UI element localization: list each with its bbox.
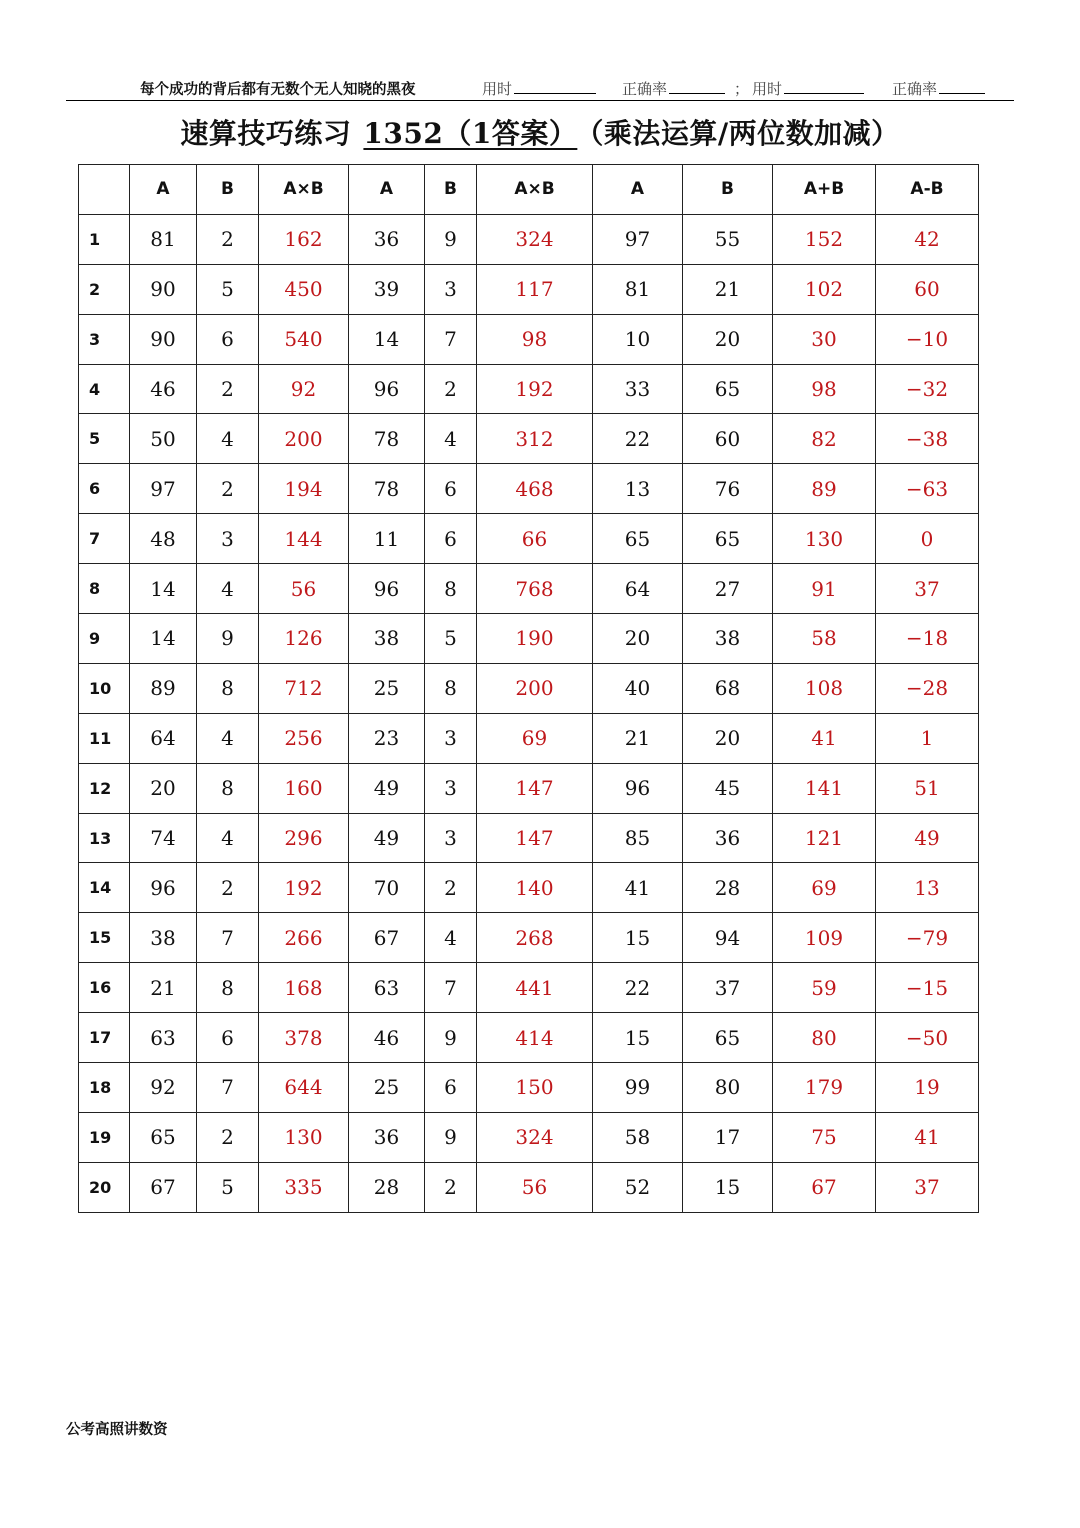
table-row: [79, 1063, 979, 1113]
answer-cell: 296: [259, 813, 349, 863]
answer-cell: 712: [259, 663, 349, 713]
answer-cell: 152: [773, 214, 876, 264]
answer-cell: 450: [259, 264, 349, 314]
row-index: 15: [79, 913, 130, 963]
operand-cell: 85: [593, 813, 683, 863]
operand-cell: 96: [130, 863, 197, 913]
answer-cell: 266: [259, 913, 349, 963]
operand-cell: 36: [349, 1112, 425, 1162]
answer-cell: 89: [773, 464, 876, 514]
column-header: A: [593, 165, 683, 215]
table-header-row: [79, 165, 979, 215]
answer-cell: 69: [477, 713, 593, 763]
answer-cell: −50: [876, 1013, 979, 1063]
operand-cell: 52: [593, 1162, 683, 1212]
operand-cell: 68: [683, 663, 773, 713]
operand-cell: 2: [425, 364, 477, 414]
header-bar: [66, 74, 1014, 101]
table-row: [79, 514, 979, 564]
motto: 每个成功的背后都有无数个无人知晓的黑夜: [140, 82, 416, 98]
answer-cell: 121: [773, 813, 876, 863]
table-row: [79, 813, 979, 863]
answer-cell: −10: [876, 314, 979, 364]
title-prefix: 速算技巧练习: [180, 117, 352, 150]
operand-cell: 67: [130, 1162, 197, 1212]
operand-cell: 89: [130, 663, 197, 713]
answer-cell: 98: [477, 314, 593, 364]
answer-cell: 69: [773, 863, 876, 913]
answer-cell: −63: [876, 464, 979, 514]
operand-cell: 20: [593, 614, 683, 664]
table-row: [79, 1112, 979, 1162]
operand-cell: 8: [425, 564, 477, 614]
row-index: 13: [79, 813, 130, 863]
operand-cell: 74: [130, 813, 197, 863]
row-index: 10: [79, 663, 130, 713]
operand-cell: 55: [683, 214, 773, 264]
answer-cell: 59: [773, 963, 876, 1013]
operand-cell: 14: [349, 314, 425, 364]
answer-cell: 98: [773, 364, 876, 414]
answer-cell: 150: [477, 1063, 593, 1113]
answer-cell: 56: [259, 564, 349, 614]
operand-cell: 78: [349, 414, 425, 464]
answer-cell: 768: [477, 564, 593, 614]
operand-cell: 65: [683, 364, 773, 414]
table-row: [79, 214, 979, 264]
row-index: 18: [79, 1063, 130, 1113]
operand-cell: 76: [683, 464, 773, 514]
operand-cell: 2: [197, 464, 259, 514]
answer-cell: 117: [477, 264, 593, 314]
operand-cell: 28: [349, 1162, 425, 1212]
column-header: [79, 165, 130, 215]
operand-cell: 97: [130, 464, 197, 514]
operand-cell: 41: [593, 863, 683, 913]
answer-cell: 58: [773, 614, 876, 664]
operand-cell: 7: [425, 963, 477, 1013]
title-suffix: （乘法运算/两位数加减）: [589, 117, 900, 150]
operand-cell: 3: [197, 514, 259, 564]
operand-cell: 21: [593, 713, 683, 763]
answer-cell: 168: [259, 963, 349, 1013]
answer-cell: 130: [259, 1112, 349, 1162]
operand-cell: 27: [683, 564, 773, 614]
answer-cell: 109: [773, 913, 876, 963]
operand-cell: 63: [349, 963, 425, 1013]
time-field-2: [752, 78, 864, 99]
table-row: [79, 364, 979, 414]
operand-cell: 8: [425, 663, 477, 713]
answer-cell: −15: [876, 963, 979, 1013]
operand-cell: 4: [197, 564, 259, 614]
answer-cell: 162: [259, 214, 349, 264]
operand-cell: 20: [130, 763, 197, 813]
column-header: A×B: [259, 165, 349, 215]
table-row: [79, 414, 979, 464]
answer-cell: 644: [259, 1063, 349, 1113]
operand-cell: 65: [683, 1013, 773, 1063]
operand-cell: 60: [683, 414, 773, 464]
operand-cell: 46: [130, 364, 197, 414]
answer-cell: 41: [773, 713, 876, 763]
answer-cell: 200: [259, 414, 349, 464]
answer-cell: 268: [477, 913, 593, 963]
accuracy-field-2: [892, 78, 985, 99]
row-index: 4: [79, 364, 130, 414]
operand-cell: 36: [349, 214, 425, 264]
operand-cell: 65: [683, 514, 773, 564]
operand-cell: 64: [130, 713, 197, 763]
operand-cell: 9: [425, 1013, 477, 1063]
operand-cell: 92: [130, 1063, 197, 1113]
table-row: [79, 314, 979, 364]
operand-cell: 22: [593, 963, 683, 1013]
answer-cell: 13: [876, 863, 979, 913]
operand-cell: 15: [593, 1013, 683, 1063]
answer-cell: 147: [477, 763, 593, 813]
column-header: A: [349, 165, 425, 215]
operand-cell: 20: [683, 314, 773, 364]
operand-cell: 39: [349, 264, 425, 314]
operand-cell: 6: [197, 1013, 259, 1063]
operand-cell: 9: [197, 614, 259, 664]
answer-cell: 540: [259, 314, 349, 364]
answer-cell: 468: [477, 464, 593, 514]
row-index: 9: [79, 614, 130, 664]
answer-cell: 324: [477, 1112, 593, 1162]
operand-cell: 11: [349, 514, 425, 564]
operand-cell: 20: [683, 713, 773, 763]
operand-cell: 8: [197, 763, 259, 813]
answer-cell: 141: [773, 763, 876, 813]
answer-cell: 56: [477, 1162, 593, 1212]
table-row: [79, 913, 979, 963]
operand-cell: 3: [425, 813, 477, 863]
answer-cell: 60: [876, 264, 979, 314]
operand-cell: 3: [425, 713, 477, 763]
time-label-1: 用时: [482, 80, 513, 98]
operand-cell: 28: [683, 863, 773, 913]
table-row: [79, 713, 979, 763]
operand-cell: 6: [425, 464, 477, 514]
operand-cell: 49: [349, 763, 425, 813]
operand-cell: 5: [197, 1162, 259, 1212]
operand-cell: 15: [593, 913, 683, 963]
operand-cell: 38: [349, 614, 425, 664]
answer-cell: 80: [773, 1013, 876, 1063]
table-row: [79, 614, 979, 664]
column-header: A-B: [876, 165, 979, 215]
answer-cell: 130: [773, 514, 876, 564]
operand-cell: 8: [197, 963, 259, 1013]
operand-cell: 23: [349, 713, 425, 763]
table-row: [79, 1162, 979, 1212]
answer-cell: 179: [773, 1063, 876, 1113]
answer-cell: 37: [876, 1162, 979, 1212]
operand-cell: 14: [130, 614, 197, 664]
operand-cell: 2: [425, 1162, 477, 1212]
operand-cell: 96: [349, 364, 425, 414]
operand-cell: 63: [130, 1013, 197, 1063]
row-index: 17: [79, 1013, 130, 1063]
answer-cell: 335: [259, 1162, 349, 1212]
time-blank-1[interactable]: [514, 79, 596, 94]
answer-cell: 92: [259, 364, 349, 414]
column-header: B: [683, 165, 773, 215]
answer-cell: 19: [876, 1063, 979, 1113]
operand-cell: 2: [425, 863, 477, 913]
row-index: 1: [79, 214, 130, 264]
operand-cell: 58: [593, 1112, 683, 1162]
operand-cell: 13: [593, 464, 683, 514]
operand-cell: 10: [593, 314, 683, 364]
row-index: 16: [79, 963, 130, 1013]
answer-cell: −38: [876, 414, 979, 464]
column-header: B: [425, 165, 477, 215]
operand-cell: 9: [425, 1112, 477, 1162]
operand-cell: 4: [425, 414, 477, 464]
operand-cell: 65: [130, 1112, 197, 1162]
operand-cell: 2: [197, 214, 259, 264]
title-code: 1352（1答案）: [363, 117, 578, 150]
operand-cell: 46: [349, 1013, 425, 1063]
row-index: 11: [79, 713, 130, 763]
operand-cell: 33: [593, 364, 683, 414]
answer-cell: 41: [876, 1112, 979, 1162]
operand-cell: 99: [593, 1063, 683, 1113]
footer-text: 公考高照讲数资: [66, 1422, 168, 1438]
column-header: A: [130, 165, 197, 215]
answer-cell: 192: [259, 863, 349, 913]
table-row: [79, 863, 979, 913]
answer-cell: 192: [477, 364, 593, 414]
operand-cell: 25: [349, 1063, 425, 1113]
time-blank-2[interactable]: [784, 79, 864, 94]
row-index: 3: [79, 314, 130, 364]
row-index: 14: [79, 863, 130, 913]
operand-cell: 36: [683, 813, 773, 863]
answer-cell: 160: [259, 763, 349, 813]
operand-cell: 7: [197, 913, 259, 963]
row-index: 5: [79, 414, 130, 464]
answer-cell: 0: [876, 514, 979, 564]
answer-cell: 67: [773, 1162, 876, 1212]
table-body: [79, 214, 979, 1212]
answer-cell: 441: [477, 963, 593, 1013]
operand-cell: 2: [197, 1112, 259, 1162]
answer-cell: 75: [773, 1112, 876, 1162]
table-row: [79, 264, 979, 314]
operand-cell: 48: [130, 514, 197, 564]
operand-cell: 6: [425, 514, 477, 564]
row-index: 2: [79, 264, 130, 314]
answer-cell: −18: [876, 614, 979, 664]
operand-cell: 8: [197, 663, 259, 713]
answer-cell: 194: [259, 464, 349, 514]
operand-cell: 37: [683, 963, 773, 1013]
answer-cell: 42: [876, 214, 979, 264]
operand-cell: 22: [593, 414, 683, 464]
operand-cell: 67: [349, 913, 425, 963]
time-field-1: [482, 78, 596, 99]
row-index: 7: [79, 514, 130, 564]
answer-cell: 147: [477, 813, 593, 863]
operand-cell: 5: [197, 264, 259, 314]
answer-cell: 1: [876, 713, 979, 763]
answer-cell: 144: [259, 514, 349, 564]
operand-cell: 78: [349, 464, 425, 514]
row-index: 6: [79, 464, 130, 514]
answer-cell: −28: [876, 663, 979, 713]
answer-cell: −79: [876, 913, 979, 963]
operand-cell: 50: [130, 414, 197, 464]
operand-cell: 3: [425, 264, 477, 314]
answer-cell: 324: [477, 214, 593, 264]
operand-cell: 6: [425, 1063, 477, 1113]
row-index: 12: [79, 763, 130, 813]
row-index: 20: [79, 1162, 130, 1212]
operand-cell: 15: [683, 1162, 773, 1212]
operand-cell: 38: [130, 913, 197, 963]
answer-cell: 82: [773, 414, 876, 464]
operand-cell: 80: [683, 1063, 773, 1113]
operand-cell: 3: [425, 763, 477, 813]
answer-cell: 126: [259, 614, 349, 664]
operand-cell: 64: [593, 564, 683, 614]
answer-cell: 200: [477, 663, 593, 713]
operand-cell: 25: [349, 663, 425, 713]
answer-cell: 49: [876, 813, 979, 863]
time-label-2: 用时: [752, 80, 783, 98]
operand-cell: 97: [593, 214, 683, 264]
operand-cell: 4: [197, 713, 259, 763]
answer-cell: 190: [477, 614, 593, 664]
answer-cell: 256: [259, 713, 349, 763]
operand-cell: 90: [130, 264, 197, 314]
table-row: [79, 963, 979, 1013]
operand-cell: 96: [593, 763, 683, 813]
table-row: [79, 564, 979, 614]
operand-cell: 7: [425, 314, 477, 364]
answer-cell: 37: [876, 564, 979, 614]
accuracy-blank-2[interactable]: [939, 79, 985, 94]
operand-cell: 45: [683, 763, 773, 813]
column-header: B: [197, 165, 259, 215]
row-index: 19: [79, 1112, 130, 1162]
operand-cell: 9: [425, 214, 477, 264]
operand-cell: 81: [130, 214, 197, 264]
separator: ；: [734, 80, 750, 98]
column-header: A×B: [477, 165, 593, 215]
answer-cell: 312: [477, 414, 593, 464]
operand-cell: 40: [593, 663, 683, 713]
answer-cell: 140: [477, 863, 593, 913]
operand-cell: 17: [683, 1112, 773, 1162]
column-header: A+B: [773, 165, 876, 215]
answer-cell: 414: [477, 1013, 593, 1063]
page-title: [0, 112, 1080, 152]
operand-cell: 49: [349, 813, 425, 863]
answer-cell: 378: [259, 1013, 349, 1063]
answer-cell: 108: [773, 663, 876, 713]
operand-cell: 4: [197, 813, 259, 863]
accuracy-blank-1[interactable]: [669, 79, 725, 94]
accuracy-field-1: [622, 78, 725, 99]
answer-cell: −32: [876, 364, 979, 414]
operand-cell: 81: [593, 264, 683, 314]
operand-cell: 65: [593, 514, 683, 564]
operand-cell: 38: [683, 614, 773, 664]
accuracy-label-2: 正确率: [892, 80, 938, 98]
operand-cell: 96: [349, 564, 425, 614]
answer-cell: 66: [477, 514, 593, 564]
operand-cell: 70: [349, 863, 425, 913]
operand-cell: 21: [130, 963, 197, 1013]
operand-cell: 4: [197, 414, 259, 464]
table-row: [79, 763, 979, 813]
answer-cell: 91: [773, 564, 876, 614]
table-row: [79, 1013, 979, 1063]
operand-cell: 2: [197, 364, 259, 414]
operand-cell: 6: [197, 314, 259, 364]
table-row: [79, 663, 979, 713]
operand-cell: 94: [683, 913, 773, 963]
accuracy-label-1: 正确率: [622, 80, 668, 98]
operand-cell: 90: [130, 314, 197, 364]
answer-cell: 30: [773, 314, 876, 364]
operand-cell: 2: [197, 863, 259, 913]
operand-cell: 7: [197, 1063, 259, 1113]
operand-cell: 14: [130, 564, 197, 614]
row-index: 8: [79, 564, 130, 614]
operand-cell: 5: [425, 614, 477, 664]
answer-table: [78, 164, 979, 1213]
answer-cell: 51: [876, 763, 979, 813]
answer-cell: 102: [773, 264, 876, 314]
operand-cell: 21: [683, 264, 773, 314]
operand-cell: 4: [425, 913, 477, 963]
table-row: [79, 464, 979, 514]
